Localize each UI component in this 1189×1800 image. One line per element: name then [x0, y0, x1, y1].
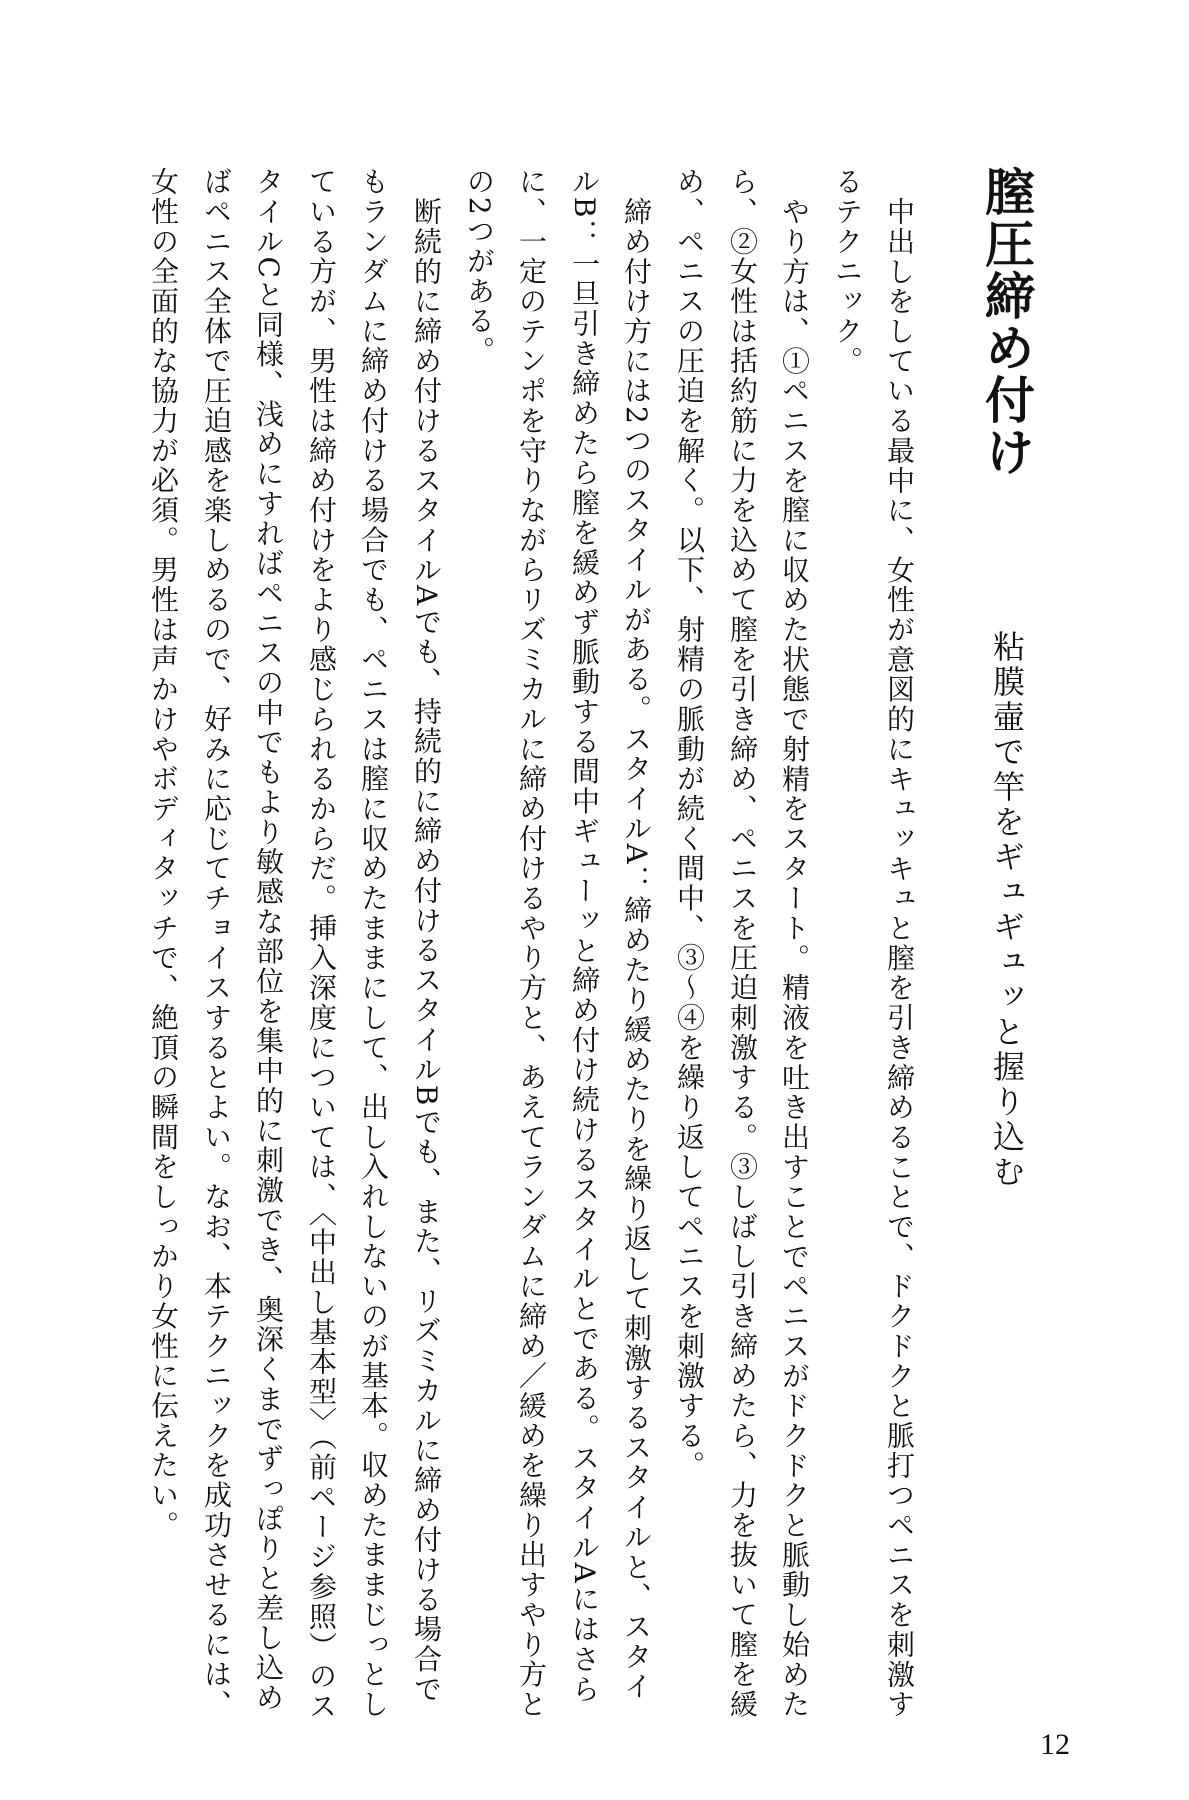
page-number: 12 — [1040, 1728, 1070, 1761]
text-line: ら、②女性は括約筋に力を込めて膣を引き締め、ペニスを圧迫刺激する。③しばし引き締めたら、力を抜いて膣を緩 — [726, 167, 759, 1720]
text-line: の2つがある。 — [463, 167, 496, 366]
article-title: 膣圧締め付け — [977, 166, 1036, 478]
text-line: ばペニス全体で圧迫感を楽しめるので、好みに応じてチョイスするとよい。なお、本テクニックを成功させるには、 — [200, 167, 233, 1720]
text-line: もランダムに締め付ける場合でも、ペニスは膣に収めたままにして、出し入れしないのが基本。収めたままじっとし — [357, 167, 390, 1720]
text-line: 女性の全面的な協力が必須。男性は声かけやボディタッチで、絶頂の瞬間をしっかり女性に伝えたい。 — [147, 167, 180, 1541]
text-line: 中出しをしている最中に、女性が意図的にキュッキュと膣を引き締めることで、ドクドクと脈打つペニスを刺激す — [883, 196, 916, 1720]
text-line: 締め付け方には2つのスタイルがある。スタイルA：締めたり緩めたりを繰り返して刺激するスタイルと、スタイ — [620, 196, 653, 1702]
text-line: に、一定のテンポを守りながらリズミカルに締め付けるやり方と、あえてランダムに締め／緩めを繰り出すやり方と — [515, 167, 548, 1720]
text-line: ている方が、男性は締め付けをより感じられるからだ。挿入深度については、〈中出し基本型〉（前ページ参照）のス — [305, 167, 338, 1722]
text-line: るテクニック。 — [831, 167, 864, 376]
text-line: め、ペニスの圧迫を解く。以下、射精の脈動が続く間中、③〜④を繰り返してペニスを刺激する。 — [673, 167, 706, 1481]
text-line: 断続的に締め付けるスタイルAでも、持続的に締め付けるスタイルBでも、また、リズミカルに締め付ける場合で — [410, 196, 443, 1704]
text-line: ルB：一旦引き締めたら膣を緩めず脈動する間中ギューッと締め付け続けるスタイルとである。スタイルAにはさら — [568, 167, 601, 1704]
text-line: タイルCと同様、浅めにすればペニスの中でもより敏感な部位を集中的に刺激でき、奥深くまでずっぽりと差し込め — [252, 167, 285, 1713]
text-line: やり方は、①ペニスを膣に収めた状態で射精をスタート。精液を吐き出すことでペニスがドクドクと脈動し始めた — [778, 196, 811, 1720]
article-subtitle: 粘膜壷で竿をギュギュッと握り込む — [988, 630, 1026, 1190]
